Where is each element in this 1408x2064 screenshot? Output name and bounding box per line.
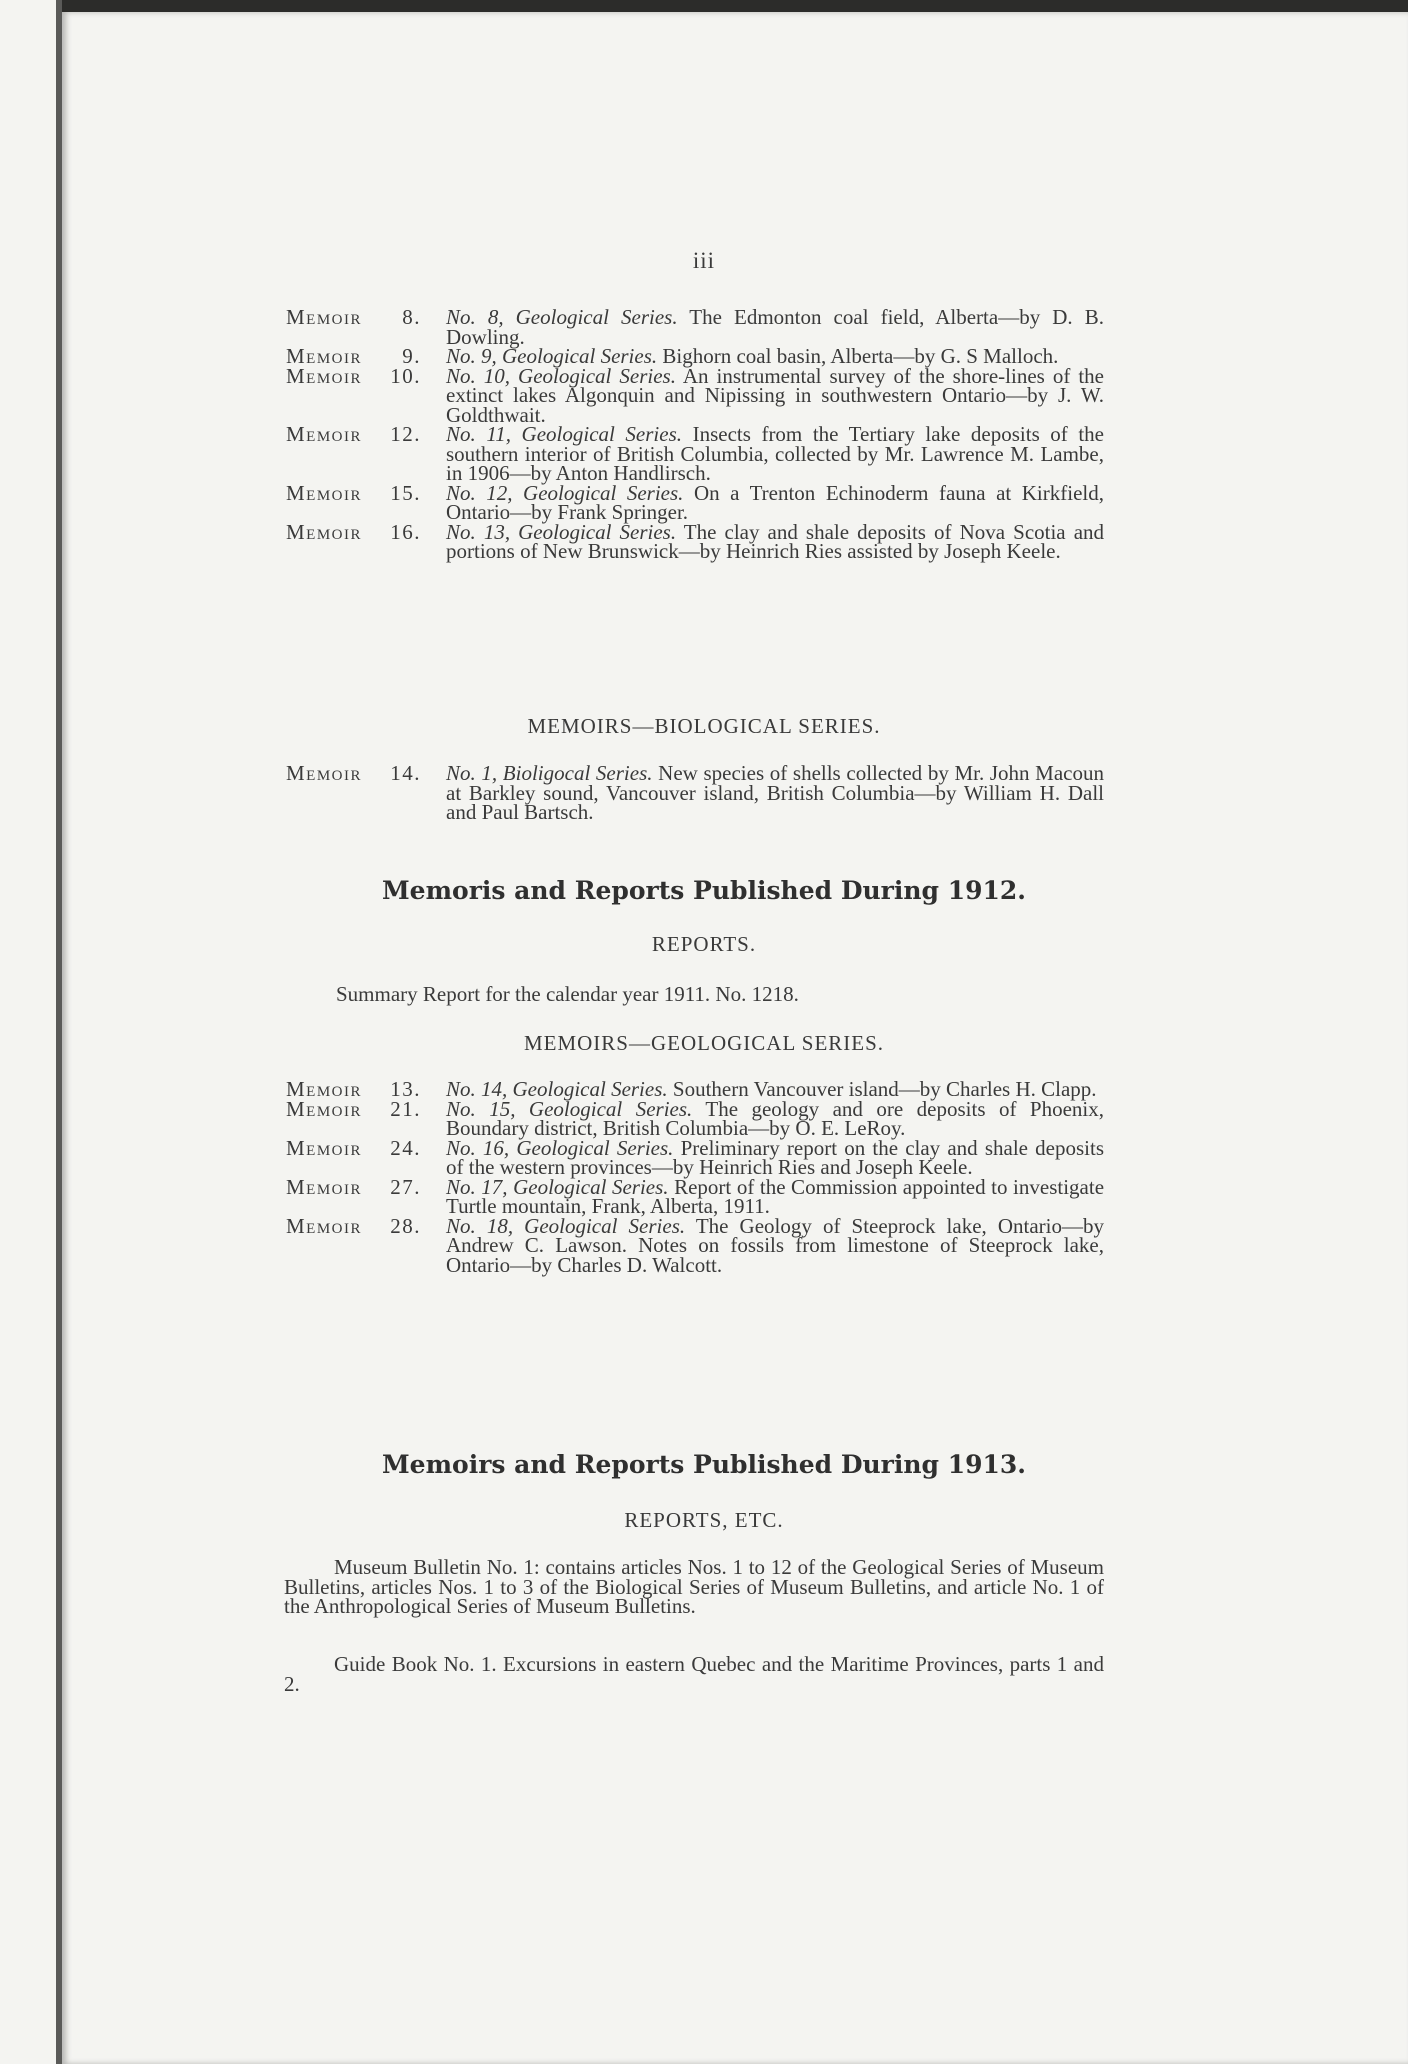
series-title: No. 9, Geological Series. [446, 344, 658, 368]
memoir-label [286, 422, 421, 446]
memoir-description: Insects from the Tertiary lake deposits of the southern interior of British Columbia, collected by Mr. Lawrence M. Lambe, in 1906—by Anton Handlirsch. [446, 422, 1105, 485]
memoir-word: Memoir [286, 1096, 363, 1121]
memoir-number: 28. [390, 1213, 421, 1238]
series-title: No. 13, Geological Series. [446, 519, 677, 544]
series-title: No. 8, Geological Series. [446, 305, 678, 329]
memoir-word: Memoir [286, 761, 363, 785]
memoir-entry [286, 363, 1105, 427]
memoir-word: Memoir [286, 1135, 363, 1160]
section-label-reports: REPORTS. [651, 932, 757, 956]
memoir-list-biological [286, 761, 1104, 824]
series-title: No. 1, Bioligocal Series. [446, 761, 653, 785]
series-title: No. 17, Geological Series. [446, 1174, 669, 1199]
memoir-word: Memoir [286, 1174, 363, 1199]
memoir-label [286, 1174, 421, 1199]
memoir-entry [286, 1213, 1105, 1277]
memoir-description: Southern Vancouver island—by Charles H. Clapp. [672, 1077, 1097, 1101]
memoir-number: 27. [390, 1174, 421, 1199]
page-number: iii [692, 248, 716, 273]
memoir-entry [286, 305, 1105, 349]
memoir-entry [286, 1096, 1105, 1140]
memoir-description: Report of the Commission appointed to investigate Turtle mountain, Frank, Alberta, 1911. [446, 1174, 1105, 1218]
section-label-biological: MEMOIRS—BIOLOGICAL SERIES. [527, 714, 881, 738]
memoir-number: 9. [402, 344, 421, 368]
memoir-entry [286, 519, 1105, 563]
memoir-word: Memoir [286, 1077, 363, 1101]
memoir-description: Bighorn coal basin, Alberta—by G. S Malloch. [662, 344, 1059, 368]
memoir-number: 13. [390, 1077, 421, 1101]
memoir-description: Preliminary report on the clay and shale deposits of the western provinces—by Heinrich Ries and Joseph Keele. [446, 1135, 1104, 1179]
museum-bulletin-paragraph [284, 1555, 1104, 1618]
series-title: No. 14, Geological Series. [446, 1077, 668, 1101]
memoir-number: 8. [402, 305, 421, 329]
memoir-word: Memoir [286, 422, 363, 446]
section-label-reports-etc: REPORTS, ETC. [624, 1508, 784, 1532]
memoir-number: 12. [390, 422, 421, 446]
memoir-description: The Edmonton coal field, Alberta—by D. B. Dowling. [446, 305, 1105, 349]
memoir-description: On a Trenton Echinoderm fauna at Kirkfield, Ontario—by Frank Springer. [446, 480, 1104, 524]
memoir-word: Memoir [286, 305, 363, 329]
memoir-number: 14. [390, 761, 421, 785]
series-title: No. 16, Geological Series. [446, 1135, 674, 1160]
memoir-label [286, 480, 421, 505]
series-title: No. 12, Geological Series. [446, 480, 684, 505]
memoir-word: Memoir [286, 519, 363, 544]
memoir-label [286, 1135, 421, 1160]
memoir-number: 24. [390, 1135, 421, 1160]
memoir-label [286, 1213, 421, 1238]
heading-1913: Memoirs and Reports Published During 1913. [381, 1450, 1026, 1479]
memoir-word: Memoir [286, 363, 363, 388]
memoir-entry [286, 1174, 1105, 1218]
memoir-number: 16. [390, 519, 421, 544]
guide-book-paragraph [284, 1652, 1104, 1696]
memoir-number: 15. [390, 480, 421, 505]
memoir-word: Memoir [286, 344, 363, 368]
memoir-entry [286, 1135, 1104, 1179]
memoir-description: The geology and ore deposits of Phoenix, Boundary district, British Columbia—by O. E. LeRoy. [446, 1096, 1105, 1140]
series-title: No. 18, Geological Series. [446, 1213, 686, 1238]
memoir-word: Memoir [286, 1213, 363, 1238]
memoir-label [286, 761, 421, 785]
memoir-label [286, 363, 421, 388]
series-title: No. 10, Geological Series. [446, 363, 676, 388]
memoir-number: 21. [390, 1096, 421, 1121]
memoir-description: New species of shells collected by Mr. John Macoun at Barkley sound, Vancouver island, British Columbia—by William H. Dall and Paul Bartsch. [446, 761, 1104, 824]
memoir-entry [286, 422, 1105, 485]
series-title: No. 15, Geological Series. [446, 1096, 693, 1121]
memoir-label [286, 305, 421, 329]
heading-1912: Memoris and Reports Published During 1912. [381, 876, 1026, 905]
memoir-description: An instrumental survey of the shore-lines of the extinct lakes Algonquin and Nipissing in southwestern Ontario—by J. W. Goldthwait. [446, 363, 1105, 427]
memoir-entry [286, 761, 1104, 824]
memoir-entry [286, 480, 1104, 524]
series-title: No. 11, Geological Series. [446, 422, 683, 446]
museum-bulletin-text: Museum Bulletin No. 1: contains articles Nos. 1 to 12 of the Geological Series of Museum Bulletins, articles Nos. 1 to 3 of the Biological Series of Museum Bulletins, and article No. 1 of the Anthropological Series of Museum Bulletins. [284, 1555, 1104, 1618]
section-label-geological: MEMOIRS—GEOLOGICAL SERIES. [523, 1031, 885, 1055]
guide-book-text: Guide Book No. 1. Excursions in eastern Quebec and the Maritime Provinces, parts 1 and 2. [284, 1652, 1104, 1696]
memoir-number: 10. [390, 363, 421, 388]
summary-report-line: Summary Report for the calendar year 1911. No. 1218. [336, 982, 799, 1006]
memoir-description: The clay and shale deposits of Nova Scotia and portions of New Brunswick—by Heinrich Ries assisted by Joseph Keele. [446, 519, 1105, 563]
memoir-description: The Geology of Steeprock lake, Ontario—by Andrew C. Lawson. Notes on fossils from limestone of Steeprock lake, Ontario—by Charles D. Walcott. [446, 1213, 1105, 1277]
memoir-list-1912 [286, 1077, 1105, 1277]
memoir-list-geological-continued [286, 305, 1105, 563]
memoir-label [286, 519, 421, 544]
memoir-word: Memoir [286, 480, 363, 505]
memoir-label [286, 1096, 421, 1121]
